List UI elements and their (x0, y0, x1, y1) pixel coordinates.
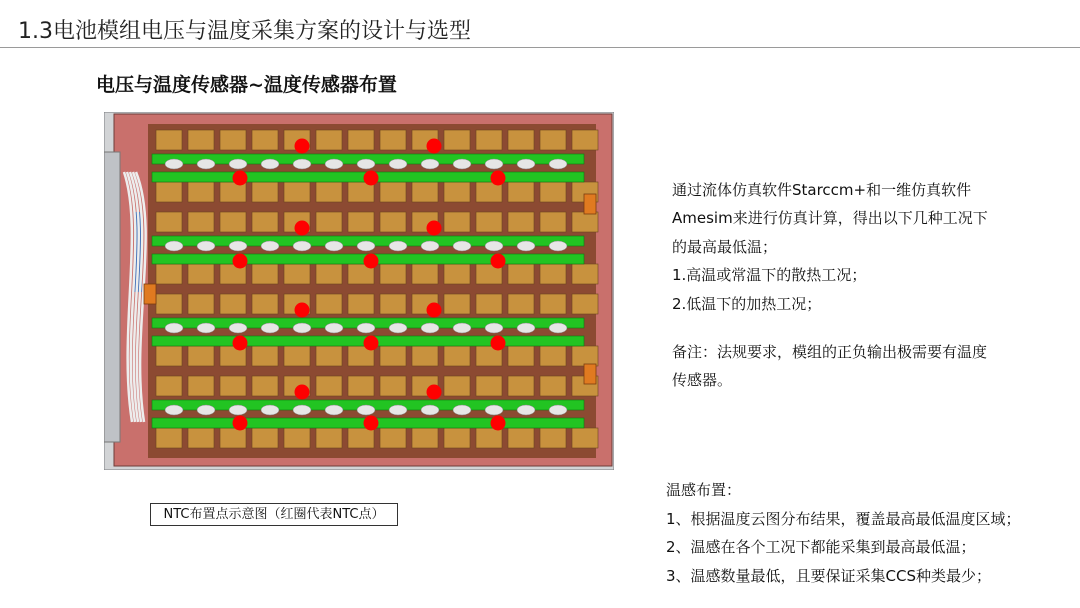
cell-tab (316, 294, 342, 314)
busbar-slot (357, 405, 375, 415)
busbar-slot (325, 159, 343, 169)
busbar-slot (229, 405, 247, 415)
ntc-point (364, 171, 379, 186)
ntc-point (233, 336, 248, 351)
cell-tab (220, 428, 246, 448)
ntc-point (491, 416, 506, 431)
busbar-slot (485, 159, 503, 169)
cell-tab (380, 376, 406, 396)
description-line: 的最高最低温； (672, 237, 778, 256)
cell-tab (316, 182, 342, 202)
busbar-slot (165, 159, 183, 169)
cell-tab (380, 212, 406, 232)
cell-tab (156, 264, 182, 284)
cell-tab (348, 428, 374, 448)
cell-tab (540, 212, 566, 232)
busbar-slot (421, 405, 439, 415)
cell-tab (220, 130, 246, 150)
busbar-slot (325, 241, 343, 251)
cell-tab (380, 130, 406, 150)
cell-tab (508, 130, 534, 150)
cell-tab (380, 428, 406, 448)
ntc-point (364, 254, 379, 269)
busbar-slot (549, 159, 567, 169)
layout-item: 2、温感在各个工况下都能采集到最高最低温； (666, 538, 976, 556)
output-terminal (144, 284, 156, 304)
cell-tab (476, 428, 502, 448)
cell-tab (156, 182, 182, 202)
cell-tab (508, 428, 534, 448)
ntc-point (427, 385, 442, 400)
busbar-slot (165, 405, 183, 415)
busbar-slot (197, 405, 215, 415)
cell-tab (156, 294, 182, 314)
cell-tab (508, 294, 534, 314)
ntc-point (427, 139, 442, 154)
cell-tab (412, 182, 438, 202)
cell-tab (572, 264, 598, 284)
cell-tab (348, 130, 374, 150)
cell-tab (316, 130, 342, 150)
cell-tab (572, 428, 598, 448)
cell-tab (572, 346, 598, 366)
cell-tab (412, 346, 438, 366)
busbar-slot (357, 159, 375, 169)
cell-tab (476, 294, 502, 314)
figure-caption: NTC布置点示意图（红圈代表NTC点） (150, 503, 398, 526)
cell-tab (540, 264, 566, 284)
cell-tab (540, 346, 566, 366)
cell-tab (156, 346, 182, 366)
cell-tab (188, 212, 214, 232)
cell-tab (444, 212, 470, 232)
cell-tab (572, 212, 598, 232)
busbar-slot (325, 405, 343, 415)
cell-tab (220, 294, 246, 314)
busbar-slot (197, 241, 215, 251)
cell-tab (380, 264, 406, 284)
busbar-slot (549, 323, 567, 333)
cell-tab (188, 376, 214, 396)
cell-tab (540, 130, 566, 150)
cell-tab (380, 346, 406, 366)
ntc-point (427, 303, 442, 318)
cell-tab (252, 346, 278, 366)
busbar-slot (421, 159, 439, 169)
ntc-point (295, 303, 310, 318)
cell-tab (252, 294, 278, 314)
busbar-slot (197, 323, 215, 333)
busbar-slot (261, 405, 279, 415)
busbar-slot (453, 159, 471, 169)
cell-tab (316, 346, 342, 366)
cell-tab (252, 264, 278, 284)
cell-tab (444, 264, 470, 284)
busbar-slot (389, 241, 407, 251)
slide-title: 1.3电池模组电压与温度采集方案的设计与选型 (18, 19, 471, 44)
cell-tab (252, 130, 278, 150)
cell-tab (444, 376, 470, 396)
busbar-slot (517, 241, 535, 251)
ntc-point (427, 221, 442, 236)
busbar-slot (549, 405, 567, 415)
cell-tab (156, 130, 182, 150)
description-block (672, 176, 1032, 395)
cell-tab (380, 182, 406, 202)
busbar-slot (325, 323, 343, 333)
busbar-slot (421, 241, 439, 251)
cell-tab (444, 130, 470, 150)
ntc-point (295, 221, 310, 236)
cell-tab (284, 346, 310, 366)
cell-tab (284, 428, 310, 448)
description-line: 2.低温下的加热工况； (672, 294, 822, 313)
cell-tab (252, 376, 278, 396)
cell-tab (316, 212, 342, 232)
busbar-slot (389, 323, 407, 333)
cell-tab (316, 428, 342, 448)
cell-tab (348, 294, 374, 314)
busbar-slot (421, 323, 439, 333)
cell-tab (476, 376, 502, 396)
cell-tab (188, 264, 214, 284)
cell-tab (156, 376, 182, 396)
busbar-slot (357, 323, 375, 333)
cell-tab (156, 428, 182, 448)
busbar-slot (229, 323, 247, 333)
cell-tab (348, 376, 374, 396)
busbar-slot (517, 405, 535, 415)
busbar-slot (517, 323, 535, 333)
busbar-slot (293, 323, 311, 333)
title-divider (0, 47, 1080, 48)
cell-tab (188, 130, 214, 150)
busbar-slot (453, 405, 471, 415)
cell-tab (508, 212, 534, 232)
ntc-point (233, 416, 248, 431)
ntc-point (491, 254, 506, 269)
busbar-slot (357, 241, 375, 251)
cell-tab (188, 428, 214, 448)
cell-tab (508, 182, 534, 202)
ntc-point (233, 171, 248, 186)
busbar-slot (293, 241, 311, 251)
busbar-slot (389, 159, 407, 169)
layout-item: 3、温感数量最低，且要保证采集CCS种类最少； (666, 566, 992, 585)
layout-heading: 温感布置： (666, 481, 742, 499)
cell-tab (412, 264, 438, 284)
cell-tab (284, 182, 310, 202)
description-line: 1.高温或常温下的散热工况； (672, 266, 867, 285)
busbar-slot (453, 323, 471, 333)
busbar-slot (517, 159, 535, 169)
battery-module-figure (104, 112, 614, 470)
cell-tab (572, 294, 598, 314)
cell-tab (252, 428, 278, 448)
busbar-slot (293, 159, 311, 169)
busbar-slot (485, 241, 503, 251)
busbar-slot (453, 241, 471, 251)
cell-tab (444, 346, 470, 366)
cell-tab (348, 212, 374, 232)
cell-tab (188, 346, 214, 366)
busbar-slot (229, 241, 247, 251)
note-line: 备注：法规要求，模组的正负输出极需要有温度 (672, 343, 988, 362)
cell-tab (284, 264, 310, 284)
side-bracket (104, 152, 120, 442)
spacer (672, 318, 1032, 338)
busbar-slot (549, 241, 567, 251)
cell-tab (188, 294, 214, 314)
busbar-slot (485, 405, 503, 415)
busbar-slot (229, 159, 247, 169)
cell-tab (252, 212, 278, 232)
ntc-point (295, 385, 310, 400)
cell-tab (508, 346, 534, 366)
ntc-point (364, 336, 379, 351)
description-line: 通过流体仿真软件Starccm+和一维仿真软件 (672, 181, 972, 199)
ntc-point (364, 416, 379, 431)
cell-tab (476, 212, 502, 232)
cell-tab (220, 212, 246, 232)
cell-tab (220, 376, 246, 396)
output-terminal (584, 364, 596, 384)
busbar-slot (165, 241, 183, 251)
cell-tab (476, 130, 502, 150)
note-line: 传感器。 (672, 371, 733, 390)
cell-tab (188, 182, 214, 202)
cell-tab (540, 182, 566, 202)
ntc-point (233, 254, 248, 269)
busbar-slot (261, 159, 279, 169)
cell-tab (316, 264, 342, 284)
cell-tab (572, 130, 598, 150)
cell-tab (540, 294, 566, 314)
cell-tab (380, 294, 406, 314)
section-subtitle: 电压与温度传感器~温度传感器布置 (96, 74, 397, 96)
busbar-slot (261, 241, 279, 251)
cell-tab (412, 428, 438, 448)
cell-tab (508, 376, 534, 396)
busbar-slot (293, 405, 311, 415)
cell-tab (156, 212, 182, 232)
busbar-slot (261, 323, 279, 333)
description-line: Amesim来进行仿真计算，得出以下几种工况下 (672, 209, 988, 228)
cell-tab (316, 376, 342, 396)
cell-tab (444, 428, 470, 448)
output-terminal (584, 194, 596, 214)
sensor-layout-notes (666, 476, 1066, 590)
ntc-point (491, 171, 506, 186)
ntc-point (295, 139, 310, 154)
cell-tab (252, 182, 278, 202)
cell-tab (444, 182, 470, 202)
ntc-point (491, 336, 506, 351)
cell-tab (444, 294, 470, 314)
cell-tab (508, 264, 534, 284)
busbar-slot (197, 159, 215, 169)
cell-tab (540, 428, 566, 448)
busbar-slot (389, 405, 407, 415)
layout-item: 1、根据温度云图分布结果，覆盖最高最低温度区域； (666, 509, 1021, 528)
battery-module-diagram (104, 112, 614, 470)
cell-tab (540, 376, 566, 396)
busbar-slot (165, 323, 183, 333)
busbar-slot (485, 323, 503, 333)
